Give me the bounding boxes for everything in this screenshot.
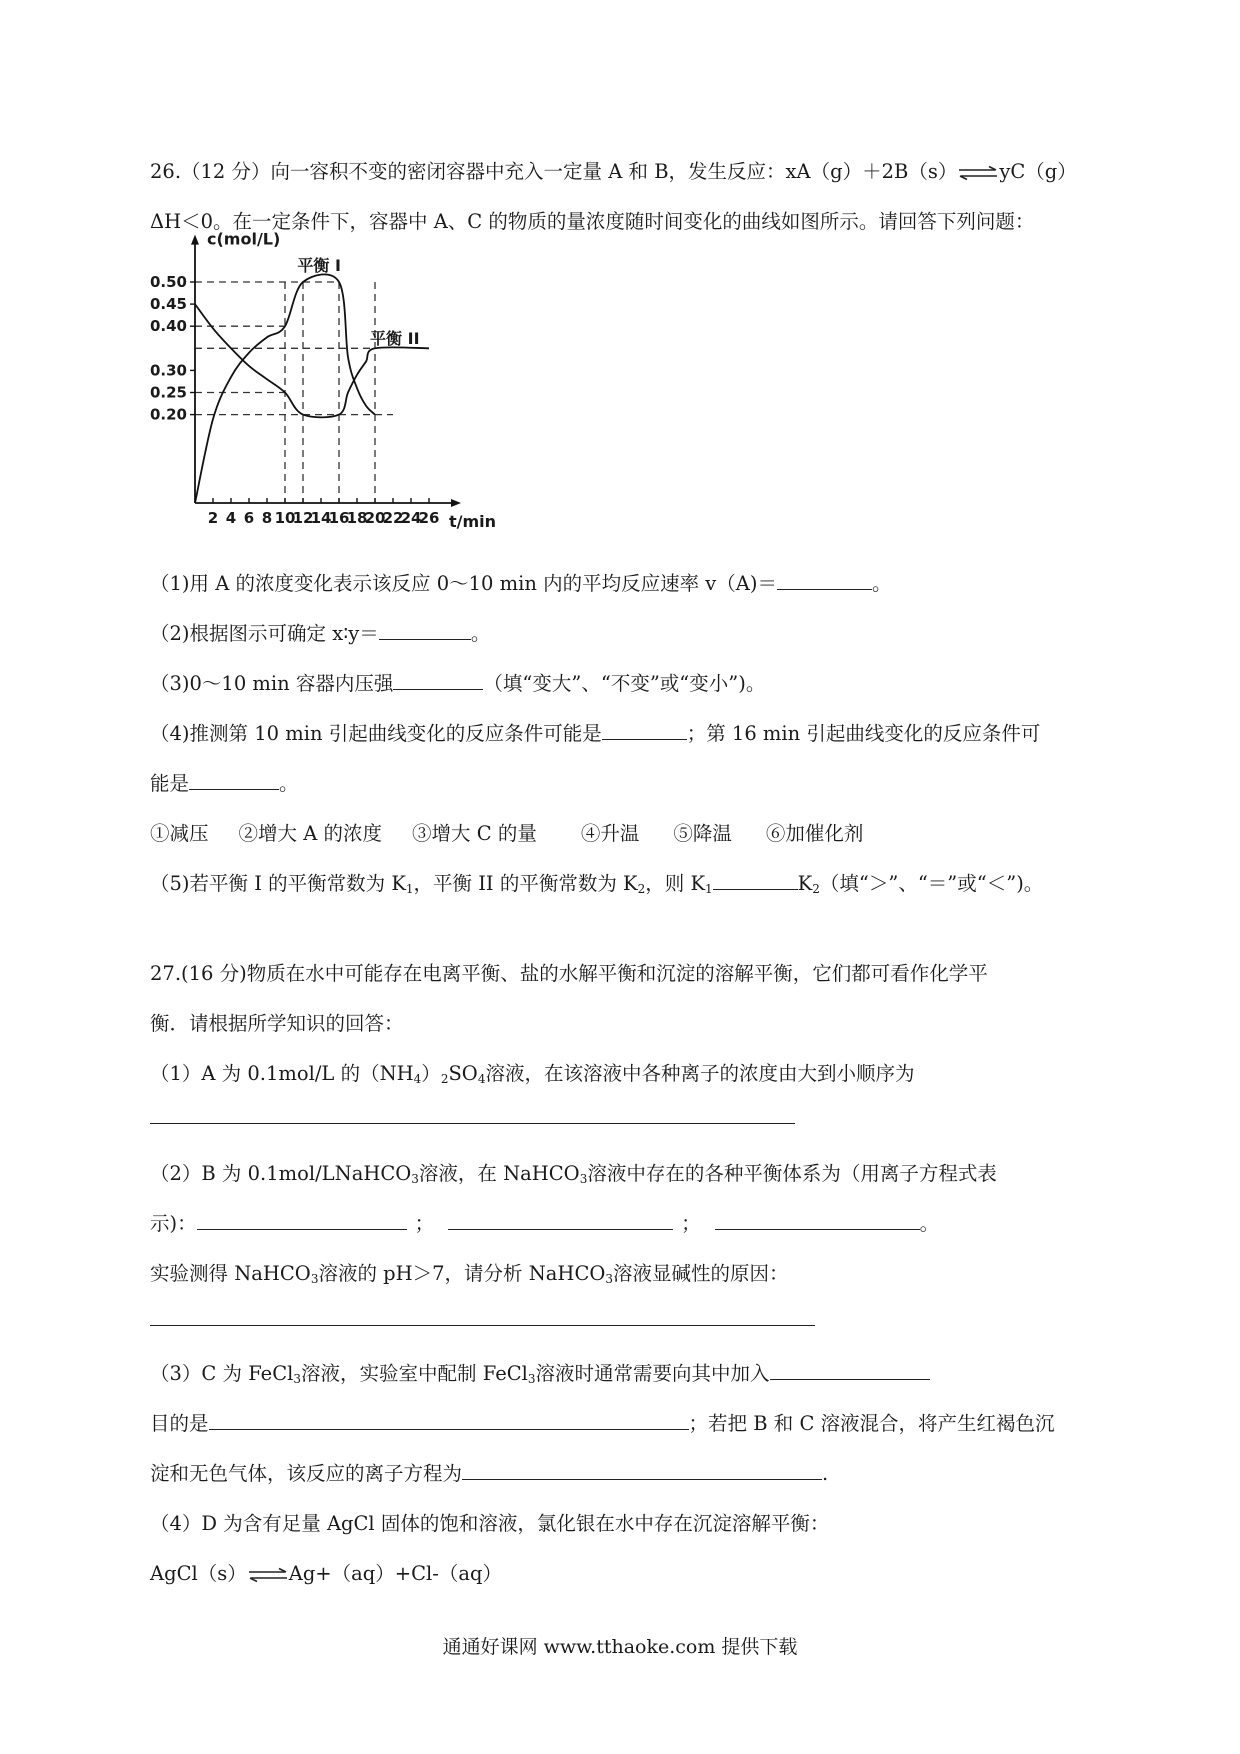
q27-sub2 (150, 1160, 997, 1193)
answer-blank[interactable] (448, 1211, 673, 1230)
q26-options (150, 820, 863, 848)
q26-sub4-text: （4)推测第 10 min 引起曲线变化的反应条件可能是 (150, 722, 602, 745)
q26-line1 (150, 158, 1077, 186)
separator: ； (414, 1212, 435, 1235)
q26-sub1 (150, 570, 892, 598)
y-tick-label: 0.30 (149, 361, 187, 380)
answer-blank[interactable] (189, 771, 279, 790)
concentration-time-chart (149, 229, 530, 531)
answer-line[interactable] (150, 1325, 815, 1326)
answer-blank[interactable] (393, 671, 483, 690)
q27-ph-line (150, 1260, 789, 1293)
q27-sub2-line2-text: 示)： (150, 1212, 197, 1235)
option-2: ②增大 A 的浓度 (238, 822, 382, 845)
q27-line2: 衡．请根据所学知识的回答： (150, 1012, 404, 1035)
y-tick-label: 0.50 (149, 273, 187, 291)
q26-line2: ΔH＜0。在一定条件下，容器中 A、C 的物质的量浓度随时间变化的曲线如图所示。请回答下列问题： (150, 210, 1035, 233)
agcl-text: AgCl（s） (150, 1562, 247, 1585)
q27-ph-text-b: 溶液的 pH＞7，请分析 NaHCO (318, 1262, 606, 1285)
q27-sub1-so: SO (448, 1062, 478, 1085)
q26-sub4-line2-text: 能是 (150, 772, 190, 795)
q26-sub4-mid: ；第 16 min 引起曲线变化的反应条件可 (686, 722, 1041, 745)
q27-sub3-line3 (150, 1460, 828, 1488)
q26-sub4-line2 (150, 770, 299, 798)
k1-subscript: 1 (405, 882, 414, 896)
x-tick-label: 14 (310, 509, 332, 527)
subscript: 3 (527, 1372, 536, 1386)
x-tick-label: 24 (400, 509, 422, 527)
q27-sub3-text-b: 溶液，实验室中配制 FeCl (301, 1362, 528, 1385)
equilibrium-arrow-icon (957, 166, 999, 180)
footer-credit: 通通好课网 www.tthaoke.com 提供下载 (442, 1636, 798, 1658)
q27-sub3-text: （3）C 为 FeCl (150, 1362, 294, 1385)
answer-blank[interactable] (770, 1361, 930, 1380)
x-axis-label: t/min (449, 512, 497, 531)
x-tick-label: 12 (292, 509, 314, 527)
q26-sub5-text-d: K (797, 872, 813, 895)
subscript: 3 (310, 1272, 319, 1286)
q27-sub1-text: （1）A 为 0.1mol/L 的（NH (150, 1062, 414, 1085)
option-5: ⑤降温 (673, 822, 732, 845)
answer-blank[interactable] (715, 1211, 920, 1230)
x-tick-label: 16 (328, 509, 350, 527)
equilibrium-label: 平衡 II (370, 328, 420, 348)
q27-sub1-tail: 溶液，在该溶液中各种离子的浓度由大到小顺序为 (485, 1062, 915, 1085)
q27-sub4: （4）D 为含有足量 AgCl 固体的饱和溶液，氯化银在水中存在沉淀溶解平衡： (150, 1512, 830, 1535)
q27-line1: 27.(16 分)物质在水中可能存在电离平衡、盐的水解平衡和沉淀的溶解平衡，它们都可看作化学平 (150, 962, 988, 985)
x-tick-label: 22 (382, 509, 404, 527)
separator: ； (681, 1212, 701, 1235)
answer-blank[interactable] (602, 721, 687, 740)
q26-sub5-text-c: ，则 K (645, 872, 706, 895)
k2-subscript: 2 (637, 882, 646, 896)
x-tick-label: 8 (261, 509, 273, 527)
q27-sub2-line2 (150, 1210, 939, 1238)
q27-sub4-equation (150, 1560, 502, 1588)
subscript: 3 (293, 1372, 302, 1386)
q26-sub5-text-b: ，平衡 II 的平衡常数为 K (413, 872, 638, 895)
answer-blank[interactable] (197, 1211, 407, 1230)
option-1: ①减压 (150, 822, 209, 845)
q26-sub1-end: 。 (872, 572, 892, 595)
q27-sub3-text-c: 溶液时通常需要向其中加入 (535, 1362, 770, 1385)
answer-blank[interactable] (209, 1411, 689, 1430)
q26-sub3-text: （3)0～10 min 容器内压强 (150, 672, 394, 695)
q27-sub2-text-c: 溶液中存在的各种平衡体系为（用离子方程式表 (587, 1162, 997, 1185)
k1-subscript: 1 (705, 882, 713, 896)
q26-sub4-line2-end: 。 (279, 772, 299, 795)
ions-text: Ag+（aq）+Cl-（aq） (288, 1562, 502, 1585)
q26-product-text: yC（g） (999, 160, 1077, 183)
q27-ph-text-c: 溶液显碱性的原因： (613, 1262, 789, 1285)
y-tick-label: 0.20 (149, 405, 187, 424)
q26-stem-text: 26.（12 分）向一容积不变的密闭容器中充入一定量 A 和 B，发生反应：xA（g）＋2B（s） (150, 160, 958, 183)
answer-blank[interactable] (462, 1461, 822, 1480)
k2-subscript: 2 (812, 882, 820, 896)
q27-sub1-paren: ） (421, 1062, 441, 1085)
q27-sub3-line2 (150, 1410, 1055, 1438)
q27-sub3-line3-text: 淀和无色气体，该反应的离子方程为 (150, 1462, 463, 1485)
subscript: 3 (579, 1172, 588, 1186)
q26-sub2-text: （2)根据图示可确定 x∶y＝ (150, 622, 379, 645)
q27-ph-text: 实验测得 NaHCO (150, 1262, 311, 1285)
x-tick-label: 26 (418, 509, 440, 527)
subscript: 3 (605, 1272, 613, 1286)
y-tick-label: 0.40 (149, 317, 187, 336)
answer-blank[interactable] (713, 871, 798, 890)
answer-blank[interactable] (777, 571, 872, 590)
q26-sub2 (150, 620, 490, 648)
q26-sub3-end: （填“变大”、“不变”或“变小”)。 (483, 672, 766, 695)
period: 。 (919, 1212, 940, 1235)
period: . (822, 1462, 829, 1485)
subscript: 4 (413, 1072, 422, 1086)
series-line-1 (195, 304, 429, 417)
q27-sub1 (150, 1060, 914, 1093)
x-tick-label: 6 (243, 509, 255, 527)
q27-sub3-line2-text: 目的是 (150, 1412, 209, 1435)
subscript: 4 (477, 1072, 486, 1086)
x-tick-label: 10 (274, 509, 296, 527)
q26-sub5 (150, 870, 1043, 903)
y-tick-label: 0.25 (149, 383, 187, 402)
equilibrium-label: 平衡 I (297, 255, 341, 275)
q27-sub3 (150, 1360, 930, 1393)
x-axis-arrow-icon (451, 499, 461, 507)
x-tick-label: 2 (207, 509, 219, 527)
option-3: ③增大 C 的量 (412, 822, 537, 845)
q27-sub2-text-b: 溶液，在 NaHCO (418, 1162, 580, 1185)
q26-sub1-text: （1)用 A 的浓度变化表示该反应 0～10 min 内的平均反应速率 v（A)＝ (150, 572, 777, 595)
q27-sub2-text: （2）B 为 0.1mol/LNaHCO (150, 1162, 412, 1185)
subscript: 2 (440, 1072, 449, 1086)
q26-sub5-text-e: （填“＞”、“＝”或“＜”)。 (819, 872, 1044, 895)
q26-sub4 (150, 720, 1040, 748)
option-6: ⑥加催化剂 (765, 822, 864, 845)
y-axis-label: c(mol/L) (207, 229, 281, 249)
y-axis-arrow-icon (191, 235, 199, 245)
q26-sub2-end: 。 (470, 622, 491, 645)
subscript: 3 (411, 1172, 419, 1186)
equilibrium-arrow-icon (247, 1568, 289, 1582)
x-tick-label: 18 (346, 509, 368, 527)
answer-blank[interactable] (379, 621, 471, 640)
x-tick-label: 20 (364, 509, 386, 527)
q27-sub3-line2-tail: ；若把 B 和 C 溶液混合，将产生红褐色沉 (688, 1412, 1055, 1435)
q26-sub5-text: （5)若平衡 I 的平衡常数为 K (150, 872, 406, 895)
x-tick-label: 4 (225, 509, 237, 527)
y-tick-label: 0.45 (149, 295, 187, 314)
q26-sub3 (150, 670, 765, 698)
option-4: ④升温 (580, 822, 640, 845)
answer-line[interactable] (150, 1123, 795, 1124)
